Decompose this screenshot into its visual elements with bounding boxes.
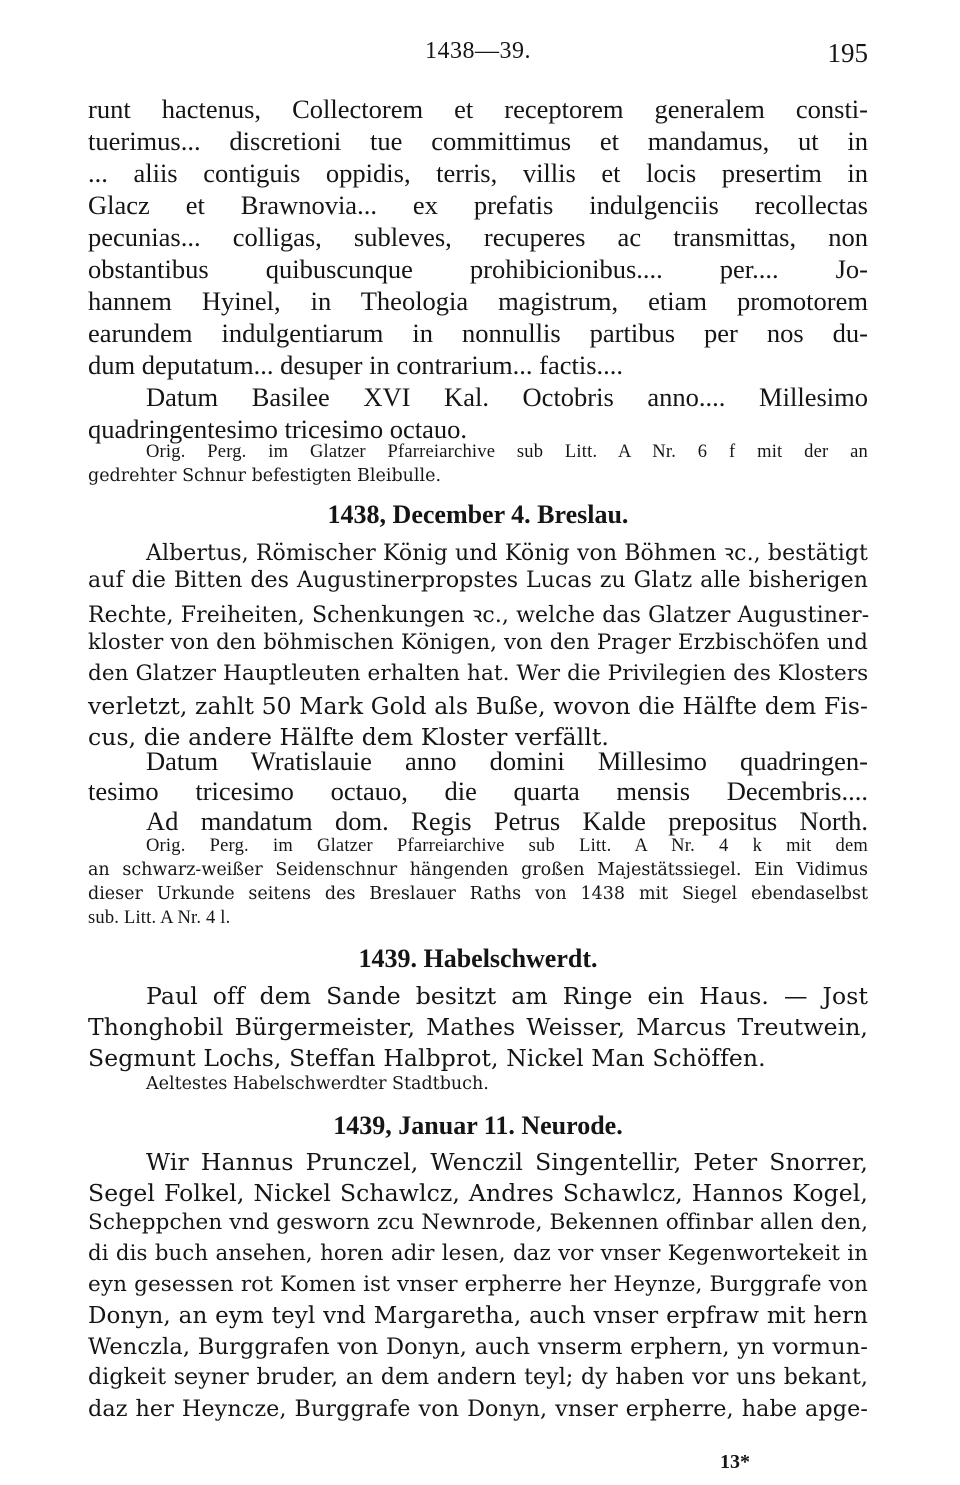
text-line: obstantibus quibuscunque prohibicionibus.... per.... Jo- <box>88 254 868 284</box>
text-line: di dis buch ansehen, horen adir lesen, daz vor vnser Kegenwortekeit in <box>88 1241 868 1266</box>
text-line: eyn gesessen rot Komen ist vnser erpherre her Heynze, Burggrafe von <box>88 1272 868 1297</box>
summary-line: kloster von den böhmischen Königen, von den Prager Erzbischöfen und <box>88 630 868 655</box>
text-line: Ad mandatum dom. Regis Petrus Kalde prepositus North. <box>146 806 868 836</box>
source-note-line: Orig. Perg. im Glatzer Pfarreiarchive sub Litt. A Nr. 4 k mit dem <box>146 836 868 856</box>
text-line: pecunias... colligas, subleves, recuperes ac transmittas, non <box>88 222 868 252</box>
text-line: daz her Heyncze, Burggrafe von Donyn, vnser erpherre, habe apge- <box>88 1396 868 1422</box>
text-line: Datum Basilee XVI Kal. Octobris anno.... Millesimo <box>146 382 868 412</box>
entry-heading: 1438, December 4. Breslau. <box>327 500 629 529</box>
text-line: Datum Wratislauie anno domini Millesimo quadringen- <box>146 746 868 776</box>
text-line: Segel Folkel, Nickel Schawlcz, Andres Schawlcz, Hannos Kogel, <box>88 1179 868 1207</box>
text-line: Glacz et Brawnovia... ex prefatis indulgenciis recollectas <box>88 190 868 220</box>
text-line: Paul off dem Sande besitzt am Ringe ein Haus. — Jost <box>146 982 868 1010</box>
entry-heading: 1439. Habelschwerdt. <box>358 944 598 973</box>
source-note-line: gedrehter Schnur befestigten Bleibulle. <box>88 466 442 486</box>
document-page <box>88 0 868 1485</box>
text-line: earundem indulgentiarum in nonnullis partibus per nos du- <box>88 318 868 348</box>
text-line: Wenczla, Burggrafen von Donyn, auch vnserm erphern, yn vormun- <box>88 1334 868 1360</box>
summary-line: Rechte, Freiheiten, Schenkungen ꝛc., welche das Glatzer Augustiner- <box>88 603 870 628</box>
source-note-line: Orig. Perg. im Glatzer Pfarreiarchive sub Litt. A Nr. 6 f mit der an <box>146 442 868 462</box>
summary-line: Albertus, Römischer König und König von Böhmen ꝛc., bestätigt <box>146 541 868 566</box>
text-line: quadringentesimo tricesimo octauo. <box>88 414 467 444</box>
source-note-line: Aeltestes Habelschwerdter Stadtbuch. <box>146 1074 489 1094</box>
text-line: tuerimus... discretioni tue committimus et mandamus, ut in <box>88 126 868 156</box>
text-line: Wir Hannus Prunczel, Wenczil Singentellir, Peter Snorrer, <box>146 1148 868 1176</box>
source-note-line: sub. Litt. A Nr. 4 l. <box>88 908 231 928</box>
text-line: ... aliis contiguis oppidis, terris, villis et locis presertim in <box>88 158 868 188</box>
text-line: Segmunt Lochs, Steffan Halbprot, Nickel Man Schöffen. <box>88 1044 766 1072</box>
source-note-line: an schwarz-weißer Seidenschnur hängenden großen Majestätssiegel. Ein Vidimus <box>88 860 868 880</box>
text-line: Scheppchen vnd gesworn zcu Newnrode, Bekennen offinbar allen den, <box>88 1210 869 1235</box>
text-line: Donyn, an eym teyl vnd Margaretha, auch vnser erpfraw mit hern <box>88 1303 868 1329</box>
text-line: digkeit seyner bruder, an dem andern teyl; dy haben vor uns bekant, <box>88 1365 868 1390</box>
summary-line: verletzt, zahlt 50 Mark Gold als Buße, wovon die Hälfte dem Fis- <box>88 692 869 720</box>
signature-mark: 13* <box>720 1451 750 1473</box>
running-head-years: 1438—39. <box>425 38 531 64</box>
text-line: hannem Hyinel, in Theologia magistrum, etiam promotorem <box>88 286 868 316</box>
source-note-line: dieser Urkunde seitens des Breslauer Raths von 1438 mit Siegel ebendaselbst <box>88 884 868 904</box>
text-line: dum deputatum... desuper in contrarium... factis.... <box>88 350 624 380</box>
page-number: 195 <box>827 38 868 68</box>
text-line: Thonghobil Bürgermeister, Mathes Weisser, Marcus Treutwein, <box>88 1013 868 1041</box>
entry-heading: 1439, Januar 11. Neurode. <box>333 1111 623 1140</box>
summary-line: cus, die andere Hälfte dem Kloster verfällt. <box>88 723 609 751</box>
text-line: runt hactenus, Collectorem et receptorem generalem consti- <box>88 94 868 124</box>
text-line: tesimo tricesimo octauo, die quarta mensis Decembris.... <box>88 776 868 806</box>
summary-line: den Glatzer Hauptleuten erhalten hat. Wer die Privilegien des Klosters <box>88 661 869 686</box>
page-header <box>88 38 868 68</box>
summary-line: auf die Bitten des Augustinerpropstes Lucas zu Glatz alle bisherigen <box>88 568 868 593</box>
